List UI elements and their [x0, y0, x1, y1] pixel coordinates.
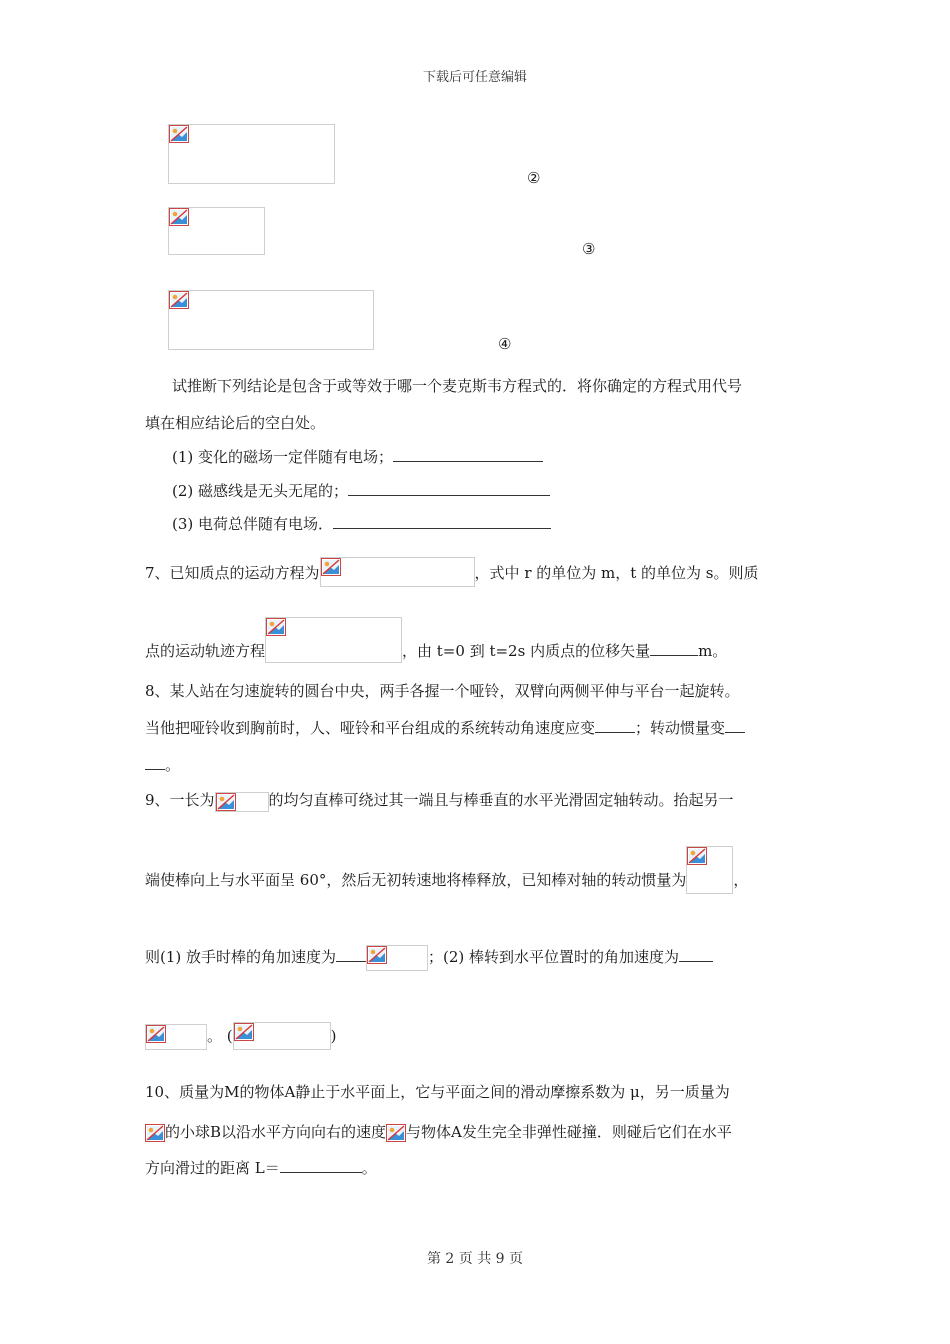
- broken-image-icon: [145, 1124, 165, 1142]
- answer-blank: [725, 718, 745, 733]
- answer-blank: [280, 1158, 362, 1173]
- answer-blank: [336, 947, 366, 962]
- answer-blank: [348, 481, 550, 496]
- broken-image-icon: [234, 1023, 254, 1041]
- intro-line-1: 试推断下列结论是包含于或等效于哪一个麦克斯韦方程式的．将你确定的方程式用代号: [172, 377, 743, 395]
- equation-image: [366, 945, 428, 971]
- equation-image: [686, 846, 733, 894]
- equation-image-2: [168, 207, 265, 255]
- intro-line-2: 填在相应结论后的空白处。: [145, 414, 326, 432]
- equation-image: [320, 557, 475, 587]
- equation-image: [145, 1024, 207, 1050]
- question-9-line-2: 端使棒向上与水平面呈 60°，然后无初转速地将棒释放，已知棒对轴的转动惯量为 ，: [145, 846, 748, 890]
- page-header: 下载后可任意编辑: [422, 70, 527, 85]
- answer-blank: [650, 641, 698, 656]
- equation-label-2: ②: [527, 169, 541, 187]
- answer-blank: [393, 447, 543, 462]
- question-9-line-4: 。 ( ): [145, 1022, 336, 1046]
- equation-image-3: [168, 290, 374, 350]
- question-10-line-2: 的小球B以沿水平方向向右的速度 与物体A发生完全非弹性碰撞．则碰后它们在水平: [145, 1122, 732, 1142]
- broken-image-icon: [169, 125, 189, 143]
- question-10-line-1: 10、质量为M的物体A静止于水平面上，它与平面之间的滑动摩擦系数为 μ，另一质量为: [145, 1083, 730, 1101]
- broken-image-icon: [169, 208, 189, 226]
- question-8-line-2: 当他把哑铃收到胸前时，人、哑铃和平台组成的系统转动角速度应变 ；转动惯量变: [145, 718, 745, 738]
- question-7-line-2: 点的运动轨迹方程 ，由 t=0 到 t=2s 内质点的位移矢量 m。: [145, 617, 727, 661]
- conclusion-item-3: (3) 电荷总伴随有电场．: [172, 514, 551, 534]
- broken-image-icon: [386, 1124, 406, 1142]
- equation-image: [265, 617, 402, 663]
- broken-image-icon: [321, 558, 341, 576]
- broken-image-icon: [687, 847, 707, 865]
- question-10-line-3: 方向滑过的距离 L＝ 。: [145, 1159, 377, 1177]
- conclusion-item-1: (1) 变化的磁场一定伴随有电场；: [172, 447, 543, 467]
- equation-image: [215, 792, 269, 812]
- answer-blank: [145, 755, 165, 770]
- equation-label-4: ④: [498, 335, 512, 353]
- conclusion-item-2: (2) 磁感线是无头无尾的；: [172, 481, 550, 501]
- question-9-line-3: 则(1) 放手时棒的角加速度为 ；(2) 棒转到水平位置时的角加速度为: [145, 945, 713, 967]
- question-8-line-1: 8、某人站在匀速旋转的圆台中央，两手各握一个哑铃，双臂向两侧平伸与平台一起旋转。: [145, 682, 740, 700]
- equation-image: [145, 1124, 165, 1144]
- broken-image-icon: [216, 793, 236, 811]
- broken-image-icon: [146, 1025, 166, 1043]
- equation-image-1: [168, 124, 335, 184]
- answer-blank: [595, 718, 635, 733]
- answer-blank: [333, 514, 551, 529]
- broken-image-icon: [169, 291, 189, 309]
- answer-blank: [679, 947, 713, 962]
- equation-label-3: ③: [582, 240, 596, 258]
- equation-image: [386, 1124, 406, 1144]
- broken-image-icon: [367, 946, 387, 964]
- question-9-line-1: 9、一长为 的均匀直棒可绕过其一端且与棒垂直的水平光滑固定轴转动。抬起另一: [145, 790, 734, 810]
- question-7-line-1: 7、已知质点的运动方程为 ，式中 r 的单位为 m，t 的单位为 s。则质: [145, 557, 759, 583]
- broken-image-icon: [266, 618, 286, 636]
- page-footer: 第 2 页 共 9 页: [426, 1251, 524, 1267]
- equation-image: [233, 1022, 331, 1050]
- question-8-line-3: 。: [145, 755, 180, 775]
